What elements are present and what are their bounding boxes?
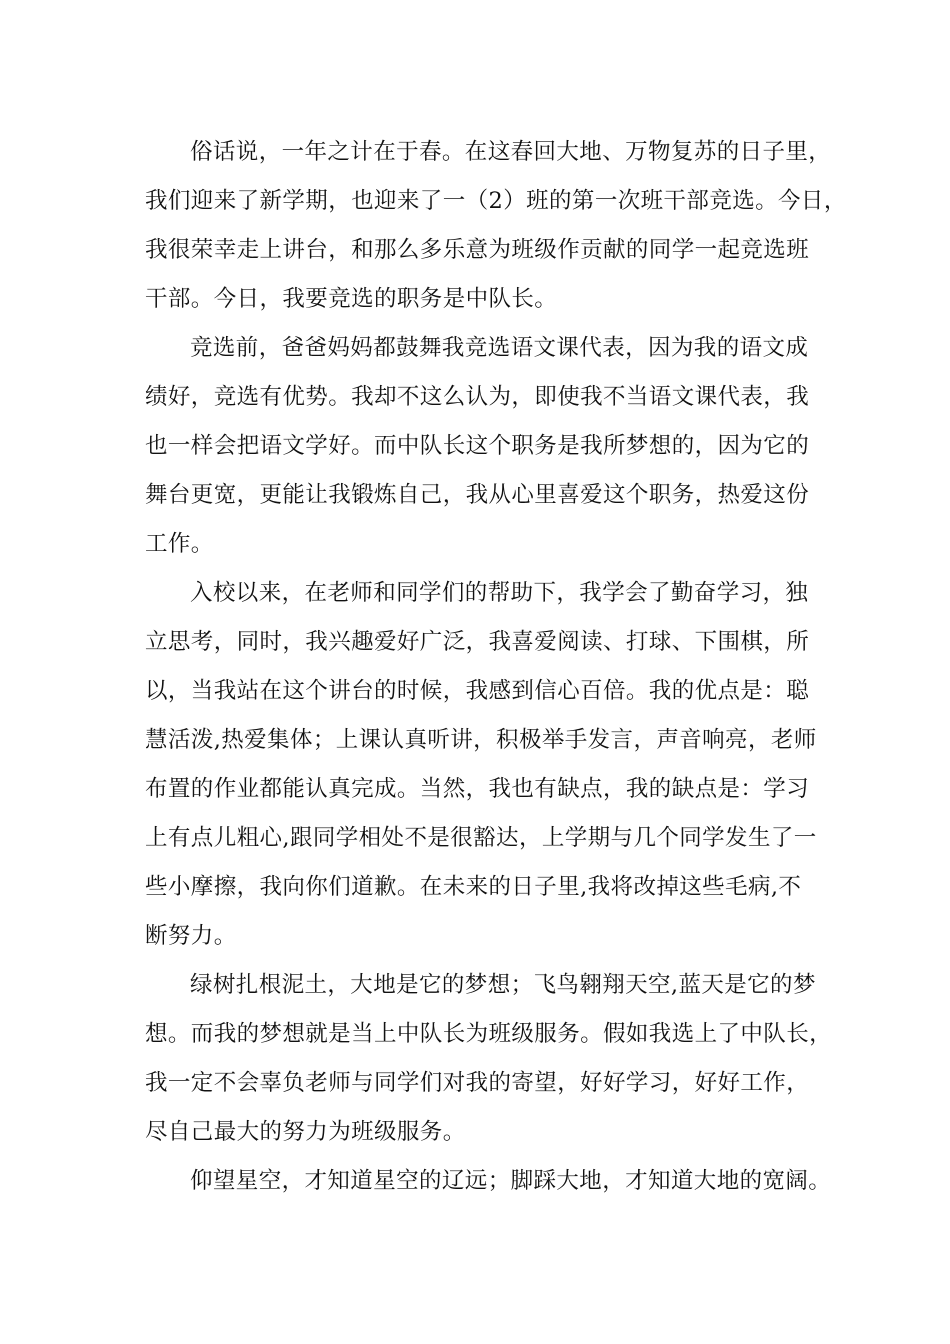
text-line: 工作。 bbox=[145, 531, 214, 557]
paragraph-2 bbox=[145, 324, 825, 569]
text-line: 上有点儿粗心,跟同学相处不是很豁达，上学期与几个同学发生了一 bbox=[145, 825, 817, 851]
paragraph-1 bbox=[145, 128, 847, 324]
text-line: 也一样会把语文学好。而中队长这个职务是我所梦想的，因为它的 bbox=[145, 433, 810, 459]
text-line: 断努力。 bbox=[145, 923, 237, 949]
text-line: 以，当我站在这个讲台的时候，我感到信心百倍。我的优点是：聪 bbox=[145, 678, 810, 704]
text-line: 我很荣幸走上讲台，和那么多乐意为班级作贡献的同学一起竞选班 bbox=[145, 237, 810, 263]
text-line: 布置的作业都能认真完成。当然，我也有缺点，我的缺点是：学习 bbox=[145, 776, 810, 802]
text-line: 入校以来，在老师和同学们的帮助下，我学会了勤奋学习，独 bbox=[190, 580, 809, 606]
text-line: 慧活泼,热爱集体；上课认真听讲，积极举手发言，声音响亮，老师 bbox=[145, 727, 817, 753]
text-line: 舞台更宽，更能让我锻炼自己，我从心里喜爱这个职务，热爱这份 bbox=[145, 482, 810, 508]
paragraph-5 bbox=[145, 1157, 832, 1206]
text-line: 干部。今日，我要竞选的职务是中队长。 bbox=[145, 286, 558, 312]
text-line: 绩好，竞选有优势。我却不这么认为，即使我不当语文课代表，我 bbox=[145, 384, 810, 410]
document-body bbox=[145, 128, 847, 1206]
text-line: 立思考，同时，我兴趣爱好广泛，我喜爱阅读、打球、下围棋，所 bbox=[145, 629, 810, 655]
text-line: 我们迎来了新学期，也迎来了一（2）班的第一次班干部竞选。今日， bbox=[145, 188, 847, 214]
text-line: 想。而我的梦想就是当上中队长为班级服务。假如我选上了中队长， bbox=[145, 1021, 833, 1047]
text-line: 尽自己最大的努力为班级服务。 bbox=[145, 1119, 466, 1145]
paragraph-3 bbox=[145, 569, 825, 961]
text-line: 绿树扎根泥土，大地是它的梦想；飞鸟翱翔天空,蓝天是它的梦 bbox=[190, 972, 816, 998]
text-line: 俗话说，一年之计在于春。在这春回大地、万物复苏的日子里， bbox=[190, 139, 832, 165]
text-line: 仰望星空，才知道星空的辽远；脚踩大地，才知道大地的宽阔。 bbox=[190, 1168, 832, 1194]
text-line: 竞选前，爸爸妈妈都鼓舞我竞选语文课代表，因为我的语文成 bbox=[190, 335, 809, 361]
paragraph-4 bbox=[145, 961, 833, 1157]
text-line: 我一定不会辜负老师与同学们对我的寄望，好好学习，好好工作， bbox=[145, 1070, 810, 1096]
text-line: 些小摩擦，我向你们道歉。在未来的日子里,我将改掉这些毛病,不 bbox=[145, 874, 802, 900]
